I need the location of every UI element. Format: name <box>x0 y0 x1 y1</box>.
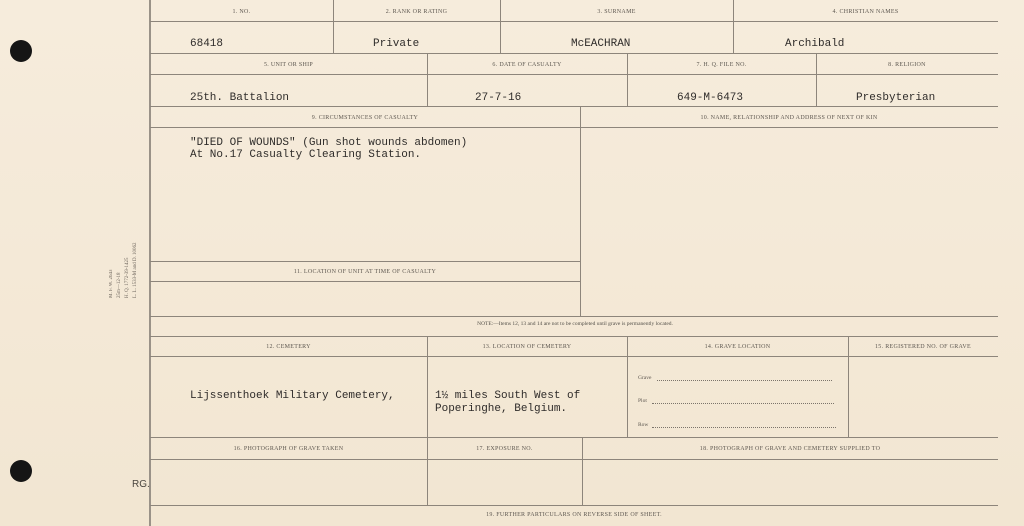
value-religion: Presbyterian <box>856 92 936 104</box>
value-surname: McEACHRAN <box>571 38 631 50</box>
label-christian-names: 4. CHRISTIAN NAMES <box>832 9 899 15</box>
punch-hole-bottom <box>10 460 32 482</box>
rule <box>150 316 998 317</box>
label-date-casualty: 6. DATE OF CASUALTY <box>492 62 562 68</box>
value-cemetery: Lijssenthoek Military Cemetery, <box>190 390 395 402</box>
label-unit: 5. UNIT OR SHIP <box>263 62 314 68</box>
rule <box>150 505 998 506</box>
row-field-label: Row <box>638 422 649 428</box>
value-unit: 25th. Battalion <box>190 92 290 104</box>
value-date-casualty: 27-7-16 <box>475 92 522 104</box>
value-christian-names: Archibald <box>785 38 845 50</box>
rule <box>427 53 428 106</box>
rule <box>627 53 628 106</box>
label-location-unit: 11. LOCATION OF UNIT AT TIME OF CASUALTY <box>293 269 437 275</box>
rule <box>848 336 849 437</box>
label-rank: 2. RANK OR RATING <box>385 9 448 15</box>
label-photo-supplied: 18. PHOTOGRAPH OF GRAVE AND CEMETERY SUPPLIED TO <box>699 446 881 452</box>
label-hq-file: 7. H. Q. FILE NO. <box>696 62 747 68</box>
grave-field-label: Grave <box>638 375 652 381</box>
value-hq-file: 649-M-6473 <box>677 92 744 104</box>
rule <box>500 0 501 53</box>
rule <box>150 356 998 357</box>
note: NOTE:—Items 12, 13 and 14 are not to be completed until grave is permanently located. <box>477 321 673 327</box>
rule <box>150 127 998 128</box>
rule <box>427 336 428 437</box>
value-location-cemetery: 1½ miles South West of Poperinghe, Belgium. <box>435 390 581 415</box>
rule <box>150 336 998 337</box>
plot-field-dots <box>652 403 834 404</box>
label-circumstances: 9. CIRCUMSTANCES OF CASUALTY <box>311 115 419 121</box>
value-circumstances: "DIED OF WOUNDS" (Gun shot wounds abdomen) At No.17 Casualty Clearing Station. <box>190 137 468 161</box>
rule <box>150 281 580 282</box>
value-no: 68418 <box>190 38 224 50</box>
label-exposure: 17. EXPOSURE NO. <box>476 446 533 452</box>
rule <box>733 0 734 53</box>
side-print: M. F. W. 2643 25m—12-18 H. Q. 1772-39-1425 L. L. 1533-M and D. 10062 <box>109 242 138 298</box>
row-field-dots <box>652 427 836 428</box>
rule <box>150 106 998 107</box>
rule <box>150 21 998 22</box>
label-cemetery: 12. CEMETERY <box>266 344 311 350</box>
plot-field-label: Plot <box>638 398 647 404</box>
rg-mark: RG. <box>132 479 150 490</box>
rule <box>627 336 628 437</box>
rule <box>150 437 998 438</box>
label-grave-location: 14. GRAVE LOCATION <box>704 344 771 350</box>
rule <box>150 74 998 75</box>
label-next-of-kin: 10. NAME, RELATIONSHIP AND ADDRESS OF NEXT OF KIN <box>700 115 878 121</box>
label-further-particulars: 19. FURTHER PARTICULARS ON REVERSE SIDE OF SHEET. <box>486 512 662 518</box>
rule <box>150 53 998 54</box>
rule <box>333 0 334 53</box>
rule <box>150 459 998 460</box>
label-location-cemetery: 13. LOCATION OF CEMETERY <box>482 344 572 350</box>
grave-field-dots <box>657 380 832 381</box>
rule <box>580 106 581 316</box>
label-photo-taken: 16. PHOTOGRAPH OF GRAVE TAKEN <box>233 446 344 452</box>
rule <box>816 53 817 106</box>
label-no: 1. NO. <box>232 9 251 15</box>
value-rank: Private <box>373 38 420 50</box>
label-registered-no: 15. REGISTERED NO. OF GRAVE <box>875 344 971 350</box>
label-religion: 8. RELIGION <box>888 62 926 68</box>
rule <box>150 261 580 262</box>
punch-hole-top <box>10 40 32 62</box>
label-surname: 3. SURNAME <box>597 9 636 15</box>
